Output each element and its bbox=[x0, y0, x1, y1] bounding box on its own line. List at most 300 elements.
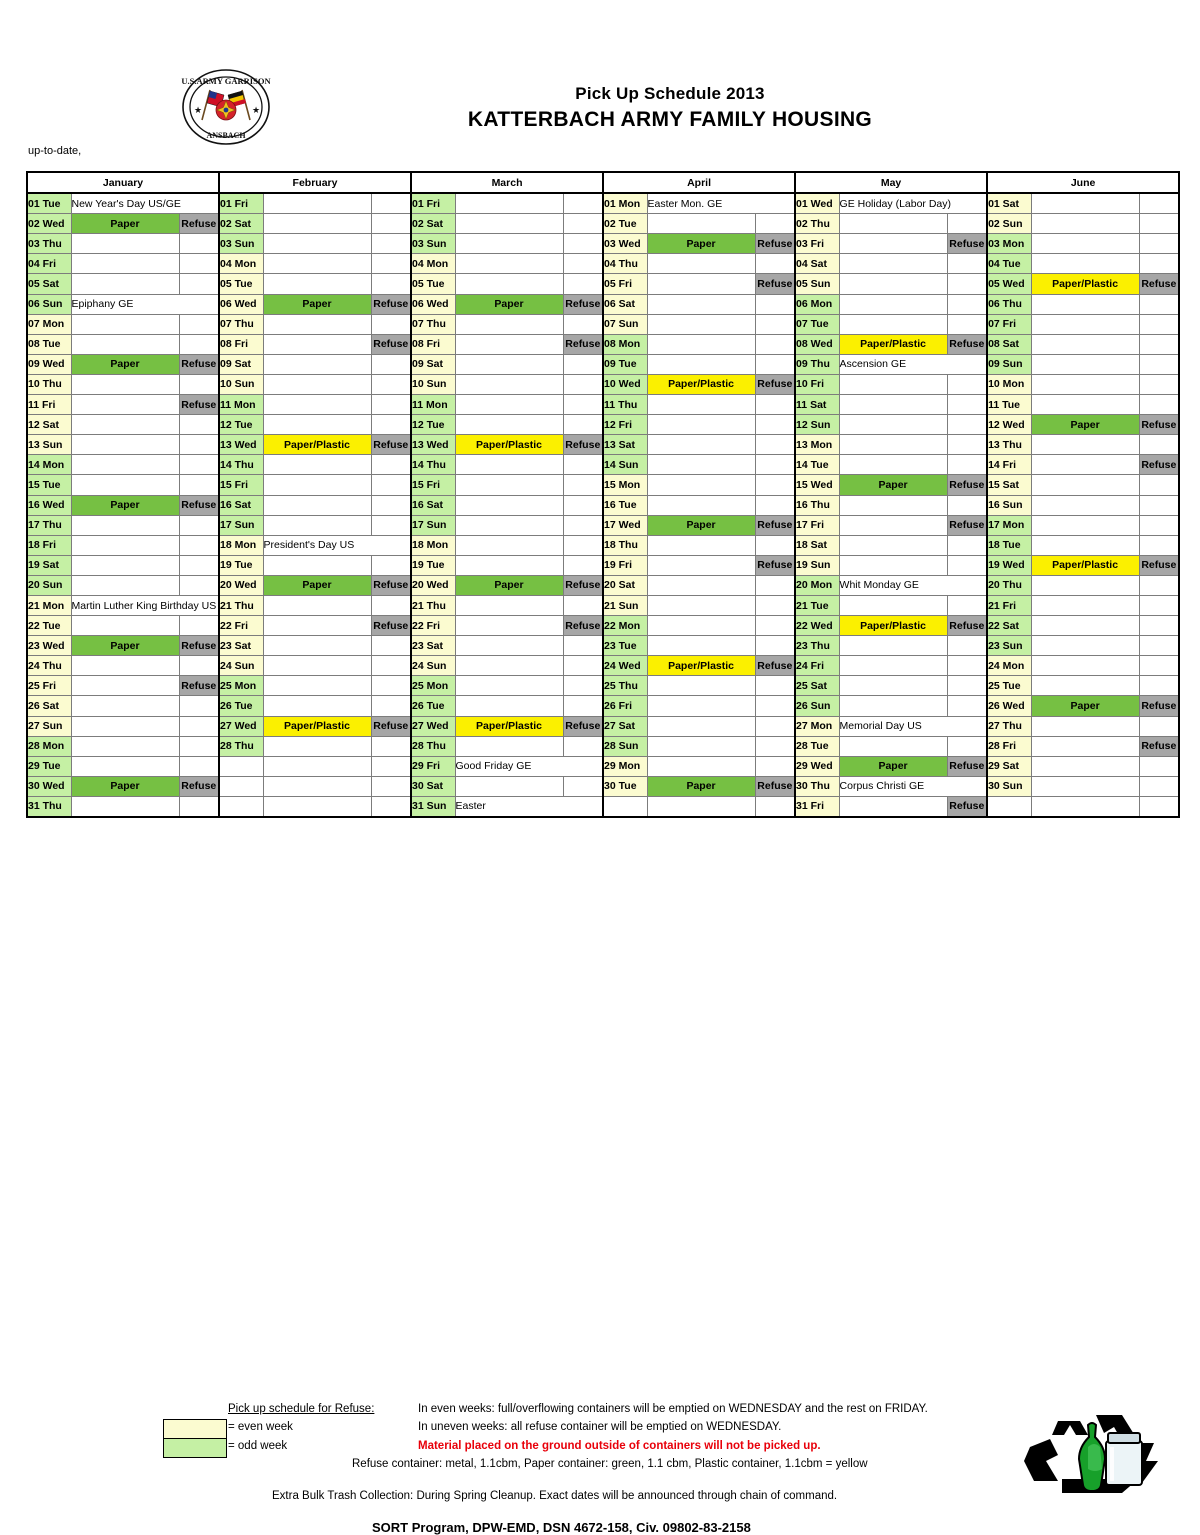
refuse-cell: Refuse bbox=[755, 274, 795, 294]
container-info: Refuse container: metal, 1.1cbm, Paper container: green, 1.1 cbm, Plastic container, 1.1cbm = yellow bbox=[352, 1458, 868, 1470]
event-cell bbox=[263, 636, 371, 656]
event-cell bbox=[647, 435, 755, 455]
event-cell bbox=[71, 415, 179, 435]
day-cell: 22 Wed bbox=[795, 616, 839, 636]
event-cell bbox=[263, 234, 371, 254]
day-cell: 04 Sat bbox=[795, 254, 839, 274]
event-cell bbox=[71, 435, 179, 455]
pickup-cell: Paper bbox=[1031, 415, 1139, 435]
day-cell: 18 Tue bbox=[987, 535, 1031, 555]
table-row bbox=[27, 435, 1179, 455]
event-cell bbox=[839, 495, 947, 515]
day-cell: 06 Mon bbox=[795, 294, 839, 314]
day-cell: 18 Mon bbox=[411, 535, 455, 555]
refuse-cell bbox=[1139, 575, 1179, 595]
event-cell bbox=[71, 234, 179, 254]
event-cell bbox=[263, 314, 371, 334]
event-cell bbox=[455, 595, 563, 615]
event-cell bbox=[839, 636, 947, 656]
day-cell: 27 Sat bbox=[603, 716, 647, 736]
refuse-cell bbox=[755, 796, 795, 817]
refuse-cell bbox=[1139, 656, 1179, 676]
day-cell: 19 Wed bbox=[987, 555, 1031, 575]
refuse-cell bbox=[755, 415, 795, 435]
sort-program-contact: SORT Program, DPW-EMD, DSN 4672-158, Civ. 09802-83-2158 bbox=[372, 1520, 751, 1535]
event-cell bbox=[647, 616, 755, 636]
refuse-cell bbox=[371, 776, 411, 796]
event-cell bbox=[1031, 435, 1139, 455]
refuse-cell bbox=[1139, 636, 1179, 656]
refuse-cell bbox=[947, 555, 987, 575]
event-cell bbox=[71, 395, 179, 415]
refuse-cell bbox=[563, 415, 603, 435]
pickup-cell: Paper bbox=[1031, 696, 1139, 716]
refuse-cell bbox=[755, 254, 795, 274]
day-cell: 25 Fri bbox=[27, 676, 71, 696]
table-row bbox=[27, 636, 1179, 656]
day-cell: 31 Fri bbox=[795, 796, 839, 817]
refuse-cell bbox=[371, 676, 411, 696]
refuse-cell: Refuse bbox=[947, 756, 987, 776]
event-cell bbox=[263, 696, 371, 716]
refuse-cell bbox=[563, 776, 603, 796]
day-cell: 07 Mon bbox=[27, 314, 71, 334]
month-header-march: March bbox=[411, 172, 603, 193]
event-cell bbox=[455, 676, 563, 696]
day-cell: 01 Fri bbox=[411, 193, 455, 214]
day-cell: 28 Thu bbox=[219, 736, 263, 756]
event-cell bbox=[455, 214, 563, 234]
refuse-cell: Refuse bbox=[563, 334, 603, 354]
day-cell: 17 Mon bbox=[987, 515, 1031, 535]
refuse-cell bbox=[947, 214, 987, 234]
day-cell: 07 Sun bbox=[603, 314, 647, 334]
pickup-cell: Paper bbox=[71, 214, 179, 234]
refuse-cell bbox=[563, 254, 603, 274]
event-cell bbox=[263, 193, 371, 214]
refuse-cell bbox=[179, 274, 219, 294]
day-cell: 12 Tue bbox=[411, 415, 455, 435]
refuse-cell bbox=[371, 495, 411, 515]
refuse-cell bbox=[1139, 716, 1179, 736]
event-cell bbox=[1031, 515, 1139, 535]
refuse-cell: Refuse bbox=[755, 656, 795, 676]
event-cell bbox=[839, 214, 947, 234]
refuse-cell bbox=[1139, 193, 1179, 214]
day-cell: 20 Sat bbox=[603, 575, 647, 595]
event-cell bbox=[263, 495, 371, 515]
day-cell: 04 Thu bbox=[603, 254, 647, 274]
day-cell: 24 Thu bbox=[27, 656, 71, 676]
refuse-cell bbox=[755, 716, 795, 736]
event-cell bbox=[263, 595, 371, 615]
legend-even-label: = even week bbox=[228, 1421, 293, 1433]
refuse-cell bbox=[947, 314, 987, 334]
day-cell: 02 Sat bbox=[219, 214, 263, 234]
refuse-cell bbox=[371, 254, 411, 274]
day-cell: 13 Sat bbox=[603, 435, 647, 455]
table-row bbox=[27, 535, 1179, 555]
event-cell: Martin Luther King Birthday US bbox=[71, 595, 219, 615]
refuse-cell bbox=[755, 676, 795, 696]
event-cell: Ascension GE bbox=[839, 354, 987, 374]
refuse-cell: Refuse bbox=[947, 796, 987, 817]
table-row bbox=[27, 395, 1179, 415]
recycling-bottle-jar-icon bbox=[1018, 1403, 1174, 1495]
refuse-cell bbox=[563, 676, 603, 696]
day-cell: 06 Wed bbox=[411, 294, 455, 314]
refuse-cell bbox=[179, 616, 219, 636]
event-cell bbox=[71, 555, 179, 575]
day-cell: 12 Tue bbox=[219, 415, 263, 435]
refuse-cell bbox=[371, 756, 411, 776]
day-cell: 01 Tue bbox=[27, 193, 71, 214]
event-cell bbox=[839, 455, 947, 475]
refuse-cell: Refuse bbox=[947, 515, 987, 535]
day-cell: 27 Wed bbox=[219, 716, 263, 736]
day-cell: 10 Sun bbox=[219, 374, 263, 394]
calendar-table bbox=[26, 171, 1180, 818]
refuse-cell bbox=[371, 636, 411, 656]
pickup-cell: Paper/Plastic bbox=[647, 656, 755, 676]
event-cell bbox=[263, 334, 371, 354]
day-cell: 10 Wed bbox=[603, 374, 647, 394]
event-cell bbox=[71, 314, 179, 334]
event-cell bbox=[71, 274, 179, 294]
day-cell: 15 Mon bbox=[603, 475, 647, 495]
event-cell bbox=[1031, 395, 1139, 415]
event-cell bbox=[455, 354, 563, 374]
table-row bbox=[27, 756, 1179, 776]
refuse-cell: Refuse bbox=[371, 616, 411, 636]
day-cell: 07 Fri bbox=[987, 314, 1031, 334]
pickup-cell: Paper/Plastic bbox=[1031, 555, 1139, 575]
refuse-cell bbox=[1139, 234, 1179, 254]
refuse-cell: Refuse bbox=[563, 575, 603, 595]
event-cell bbox=[263, 455, 371, 475]
day-cell: 08 Tue bbox=[27, 334, 71, 354]
event-cell bbox=[839, 294, 947, 314]
refuse-cell bbox=[1139, 214, 1179, 234]
refuse-cell bbox=[179, 535, 219, 555]
day-cell: 11 Mon bbox=[219, 395, 263, 415]
event-cell bbox=[71, 616, 179, 636]
pickup-cell: Paper bbox=[839, 756, 947, 776]
day-cell: 23 Sat bbox=[411, 636, 455, 656]
table-row bbox=[27, 294, 1179, 314]
refuse-cell bbox=[179, 334, 219, 354]
day-cell: 14 Tue bbox=[795, 455, 839, 475]
event-cell bbox=[71, 334, 179, 354]
table-row bbox=[27, 475, 1179, 495]
day-cell: 05 Tue bbox=[411, 274, 455, 294]
day-cell: 04 Fri bbox=[27, 254, 71, 274]
table-row bbox=[27, 193, 1179, 214]
event-cell bbox=[263, 415, 371, 435]
event-cell bbox=[1031, 294, 1139, 314]
day-cell: 02 Sun bbox=[987, 214, 1031, 234]
refuse-cell bbox=[947, 435, 987, 455]
refuse-cell bbox=[179, 515, 219, 535]
event-cell bbox=[647, 535, 755, 555]
refuse-cell bbox=[179, 314, 219, 334]
table-row bbox=[27, 696, 1179, 716]
refuse-cell: Refuse bbox=[755, 234, 795, 254]
refuse-cell: Refuse bbox=[563, 435, 603, 455]
day-cell: 16 Wed bbox=[27, 495, 71, 515]
refuse-cell: Refuse bbox=[947, 334, 987, 354]
refuse-cell bbox=[179, 475, 219, 495]
day-cell: 20 Thu bbox=[987, 575, 1031, 595]
event-cell bbox=[647, 314, 755, 334]
refuse-cell: Refuse bbox=[371, 435, 411, 455]
pickup-cell: Paper bbox=[455, 575, 563, 595]
refuse-cell bbox=[563, 314, 603, 334]
event-cell bbox=[1031, 374, 1139, 394]
day-cell: 30 Tue bbox=[603, 776, 647, 796]
pickup-cell: Paper bbox=[647, 776, 755, 796]
day-cell: 24 Sun bbox=[219, 656, 263, 676]
event-cell bbox=[1031, 334, 1139, 354]
event-cell bbox=[647, 696, 755, 716]
refuse-cell bbox=[179, 455, 219, 475]
day-cell: 14 Sun bbox=[603, 455, 647, 475]
event-cell bbox=[455, 656, 563, 676]
day-cell: 17 Sun bbox=[411, 515, 455, 535]
refuse-cell bbox=[371, 696, 411, 716]
refuse-cell: Refuse bbox=[947, 616, 987, 636]
day-cell: 09 Sat bbox=[411, 354, 455, 374]
day-cell: 02 Wed bbox=[27, 214, 71, 234]
refuse-cell bbox=[371, 455, 411, 475]
day-cell: 24 Sun bbox=[411, 656, 455, 676]
day-cell: 21 Sun bbox=[603, 595, 647, 615]
refuse-cell bbox=[947, 736, 987, 756]
day-cell: 26 Tue bbox=[219, 696, 263, 716]
day-cell: 23 Wed bbox=[27, 636, 71, 656]
pickup-cell: Paper bbox=[263, 294, 371, 314]
refuse-cell bbox=[755, 395, 795, 415]
day-cell: 29 Tue bbox=[27, 756, 71, 776]
day-cell: 04 Mon bbox=[411, 254, 455, 274]
event-cell bbox=[839, 435, 947, 455]
event-cell bbox=[647, 334, 755, 354]
day-cell: 19 Sun bbox=[795, 555, 839, 575]
day-cell bbox=[219, 756, 263, 776]
pickup-cell: Paper bbox=[71, 636, 179, 656]
event-cell bbox=[1031, 495, 1139, 515]
day-cell: 05 Sat bbox=[27, 274, 71, 294]
event-cell bbox=[71, 656, 179, 676]
day-cell: 27 Sun bbox=[27, 716, 71, 736]
refuse-cell: Refuse bbox=[1139, 696, 1179, 716]
day-cell: 30 Sat bbox=[411, 776, 455, 796]
event-cell: Good Friday GE bbox=[455, 756, 603, 776]
refuse-cell: Refuse bbox=[179, 395, 219, 415]
event-cell: President's Day US bbox=[263, 535, 411, 555]
refuse-cell bbox=[947, 294, 987, 314]
event-cell bbox=[1031, 455, 1139, 475]
day-cell: 23 Sat bbox=[219, 636, 263, 656]
day-cell: 15 Tue bbox=[27, 475, 71, 495]
event-cell bbox=[839, 535, 947, 555]
refuse-cell: Refuse bbox=[371, 716, 411, 736]
refuse-cell bbox=[371, 796, 411, 817]
refuse-cell bbox=[755, 455, 795, 475]
day-cell: 01 Wed bbox=[795, 193, 839, 214]
day-cell: 10 Sun bbox=[411, 374, 455, 394]
day-cell: 24 Mon bbox=[987, 656, 1031, 676]
day-cell: 18 Sat bbox=[795, 535, 839, 555]
refuse-cell bbox=[179, 716, 219, 736]
event-cell bbox=[263, 756, 371, 776]
refuse-cell: Refuse bbox=[371, 334, 411, 354]
event-cell: Corpus Christi GE bbox=[839, 776, 987, 796]
table-row bbox=[27, 234, 1179, 254]
day-cell: 10 Fri bbox=[795, 374, 839, 394]
refuse-cell bbox=[371, 595, 411, 615]
refuse-cell: Refuse bbox=[1139, 555, 1179, 575]
refuse-cell bbox=[563, 354, 603, 374]
svg-text:U.S.ARMY GARRISON: U.S.ARMY GARRISON bbox=[181, 76, 271, 86]
day-cell: 30 Sun bbox=[987, 776, 1031, 796]
event-cell bbox=[71, 575, 179, 595]
pickup-cell: Paper bbox=[263, 575, 371, 595]
event-cell bbox=[455, 395, 563, 415]
legend-title: Pick up schedule for Refuse: bbox=[228, 1403, 375, 1415]
refuse-cell bbox=[755, 495, 795, 515]
event-cell bbox=[263, 475, 371, 495]
day-cell: 21 Mon bbox=[27, 595, 71, 615]
refuse-cell bbox=[947, 636, 987, 656]
day-cell: 16 Thu bbox=[795, 495, 839, 515]
event-cell bbox=[455, 616, 563, 636]
day-cell: 23 Tue bbox=[603, 636, 647, 656]
up-to-date-note: up-to-date, bbox=[28, 145, 82, 157]
day-cell: 12 Sat bbox=[27, 415, 71, 435]
refuse-cell bbox=[755, 475, 795, 495]
event-cell bbox=[263, 254, 371, 274]
refuse-cell bbox=[947, 395, 987, 415]
event-cell bbox=[1031, 475, 1139, 495]
day-cell: 13 Wed bbox=[411, 435, 455, 455]
refuse-cell: Refuse bbox=[179, 776, 219, 796]
day-cell: 23 Sun bbox=[987, 636, 1031, 656]
day-cell: 28 Sun bbox=[603, 736, 647, 756]
event-cell bbox=[71, 455, 179, 475]
day-cell: 14 Mon bbox=[27, 455, 71, 475]
event-cell bbox=[839, 595, 947, 615]
event-cell bbox=[647, 595, 755, 615]
table-row bbox=[27, 796, 1179, 817]
page-header bbox=[0, 62, 1200, 142]
event-cell bbox=[455, 475, 563, 495]
refuse-cell bbox=[947, 595, 987, 615]
refuse-cell: Refuse bbox=[1139, 736, 1179, 756]
refuse-cell: Refuse bbox=[563, 294, 603, 314]
day-cell: 03 Thu bbox=[27, 234, 71, 254]
refuse-cell bbox=[179, 254, 219, 274]
event-cell: New Year's Day US/GE bbox=[71, 193, 219, 214]
day-cell: 11 Fri bbox=[27, 395, 71, 415]
event-cell bbox=[71, 716, 179, 736]
event-cell bbox=[1031, 736, 1139, 756]
refuse-cell bbox=[1139, 294, 1179, 314]
table-row bbox=[27, 575, 1179, 595]
day-cell: 07 Thu bbox=[411, 314, 455, 334]
day-cell: 15 Sat bbox=[987, 475, 1031, 495]
refuse-cell: Refuse bbox=[563, 616, 603, 636]
event-cell bbox=[647, 716, 755, 736]
event-cell bbox=[263, 515, 371, 535]
svg-text:ANSBACH: ANSBACH bbox=[206, 131, 246, 140]
event-cell bbox=[1031, 234, 1139, 254]
event-cell bbox=[1031, 656, 1139, 676]
refuse-cell bbox=[947, 455, 987, 475]
day-cell: 26 Fri bbox=[603, 696, 647, 716]
refuse-cell: Refuse bbox=[755, 374, 795, 394]
day-cell: 06 Thu bbox=[987, 294, 1031, 314]
refuse-cell bbox=[1139, 796, 1179, 817]
event-cell bbox=[455, 234, 563, 254]
day-cell: 03 Sun bbox=[219, 234, 263, 254]
day-cell: 22 Fri bbox=[411, 616, 455, 636]
day-cell: 18 Fri bbox=[27, 535, 71, 555]
table-row bbox=[27, 776, 1179, 796]
day-cell: 15 Wed bbox=[795, 475, 839, 495]
refuse-cell: Refuse bbox=[1139, 455, 1179, 475]
refuse-cell: Refuse bbox=[947, 475, 987, 495]
day-cell: 20 Sun bbox=[27, 575, 71, 595]
table-row bbox=[27, 354, 1179, 374]
event-cell bbox=[1031, 575, 1139, 595]
event-cell bbox=[71, 696, 179, 716]
day-cell: 12 Sun bbox=[795, 415, 839, 435]
event-cell bbox=[71, 254, 179, 274]
refuse-cell bbox=[563, 214, 603, 234]
day-cell: 08 Wed bbox=[795, 334, 839, 354]
refuse-cell bbox=[1139, 776, 1179, 796]
refuse-cell bbox=[179, 756, 219, 776]
event-cell bbox=[839, 415, 947, 435]
table-row bbox=[27, 274, 1179, 294]
refuse-cell bbox=[563, 736, 603, 756]
event-cell bbox=[839, 676, 947, 696]
day-cell: 27 Mon bbox=[795, 716, 839, 736]
day-cell: 07 Thu bbox=[219, 314, 263, 334]
pickup-cell: Paper bbox=[71, 495, 179, 515]
refuse-cell bbox=[563, 193, 603, 214]
event-cell bbox=[263, 656, 371, 676]
pickup-cell: Paper/Plastic bbox=[263, 716, 371, 736]
event-cell: GE Holiday (Labor Day) bbox=[839, 193, 987, 214]
refuse-cell bbox=[179, 736, 219, 756]
refuse-cell: Refuse bbox=[947, 234, 987, 254]
table-row bbox=[27, 415, 1179, 435]
refuse-cell bbox=[755, 736, 795, 756]
event-cell bbox=[1031, 616, 1139, 636]
refuse-cell bbox=[1139, 374, 1179, 394]
us-army-garrison-ansbach-crest-icon bbox=[180, 68, 272, 146]
event-cell bbox=[455, 515, 563, 535]
event-cell bbox=[1031, 756, 1139, 776]
event-cell bbox=[647, 455, 755, 475]
pickup-cell: Paper bbox=[71, 776, 179, 796]
day-cell: 19 Sat bbox=[27, 555, 71, 575]
event-cell bbox=[263, 736, 371, 756]
day-cell: 28 Fri bbox=[987, 736, 1031, 756]
month-header-april: April bbox=[603, 172, 795, 193]
